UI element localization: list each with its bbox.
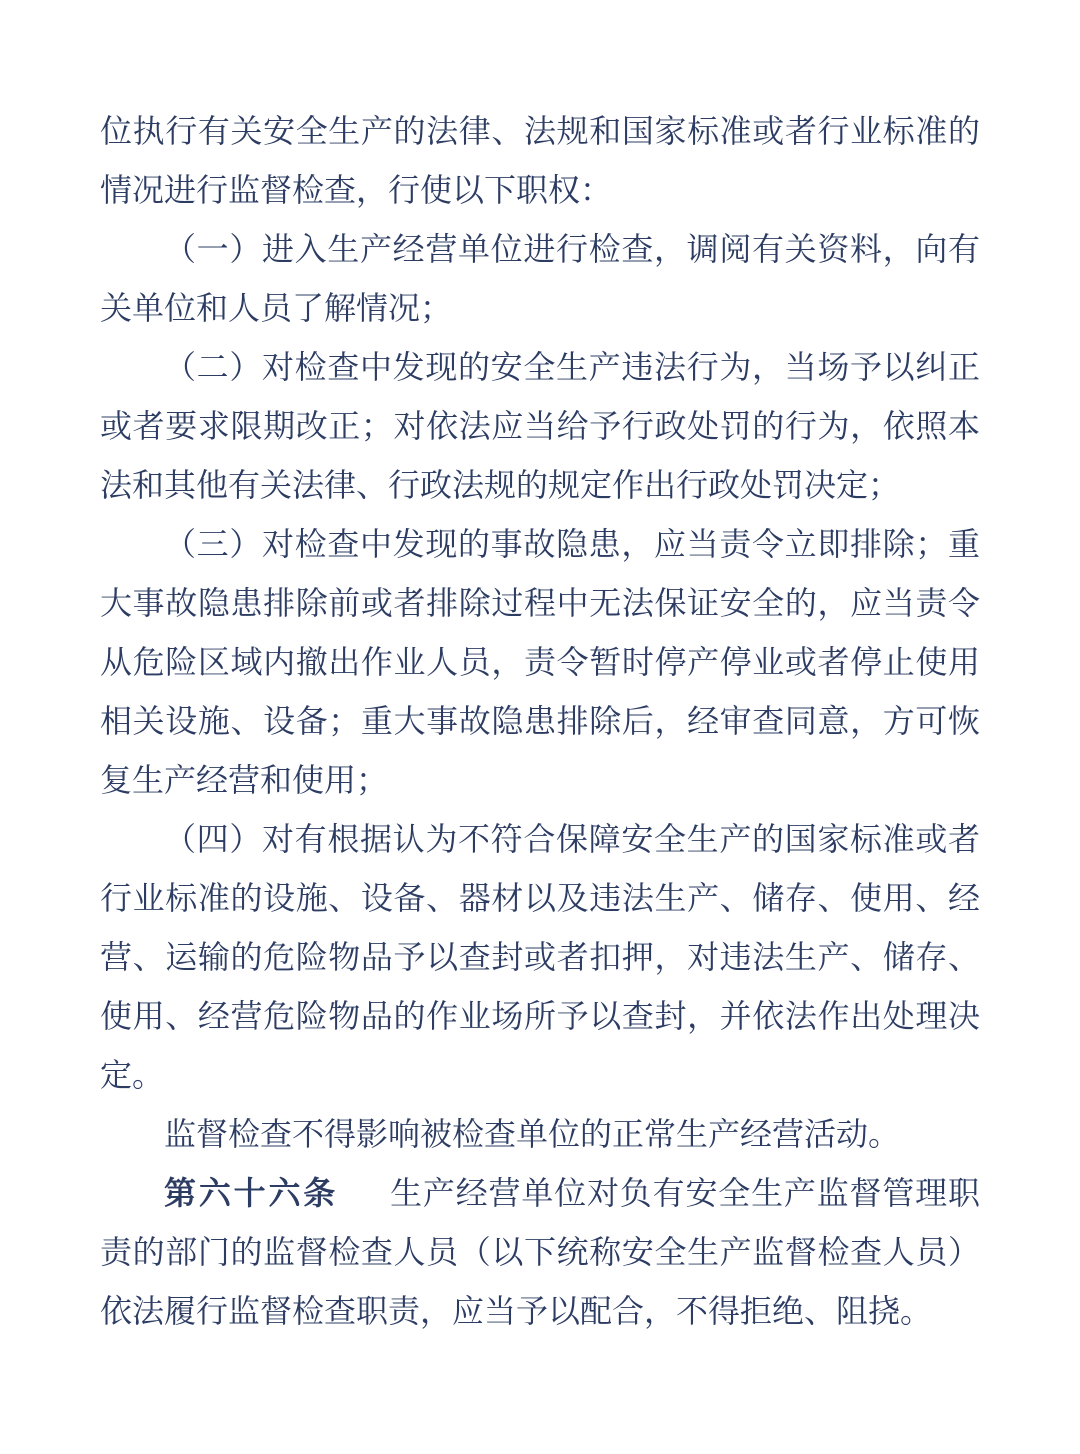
paragraph-continuation: 位执行有关安全生产的法律、法规和国家标准或者行业标准的情况进行监督检查，行使以下职权： bbox=[100, 113, 980, 208]
paragraph-article-66 bbox=[100, 1164, 980, 1341]
article-number: 第六十六条 bbox=[164, 1175, 339, 1211]
document-body bbox=[100, 102, 980, 1341]
list-item-4: （四）对有根据认为不符合保障安全生产的国家标准或者行业标准的设施、设备、器材以及违法生产、储存、使用、经营、运输的危险物品予以查封或者扣押，对违法生产、储存、使用、经营危险物品的作业场所予以查封，并依法作出处理决定。 bbox=[100, 821, 980, 1093]
list-item-1: （一）进入生产经营单位进行检查，调阅有关资料，向有关单位和人员了解情况； bbox=[100, 231, 980, 326]
article-body: 生产经营单位对负有安全生产监督管理职责的部门的监督检查人员（以下统称安全生产监督检查人员）依法履行监督检查职责，应当予以配合，不得拒绝、阻挠。 bbox=[100, 1175, 980, 1329]
list-item-2: （二）对检查中发现的安全生产违法行为，当场予以纠正或者要求限期改正；对依法应当给予行政处罚的行为，依照本法和其他有关法律、行政法规的规定作出行政处罚决定； bbox=[100, 349, 980, 503]
list-item-3: （三）对检查中发现的事故隐患，应当责令立即排除；重大事故隐患排除前或者排除过程中无法保证安全的，应当责令从危险区域内撤出作业人员，责令暂时停产停业或者停止使用相关设施、设备；重大事故隐患排除后，经审查同意，方可恢复生产经营和使用； bbox=[100, 526, 980, 798]
paragraph-note: 监督检查不得影响被检查单位的正常生产经营活动。 bbox=[164, 1116, 901, 1152]
